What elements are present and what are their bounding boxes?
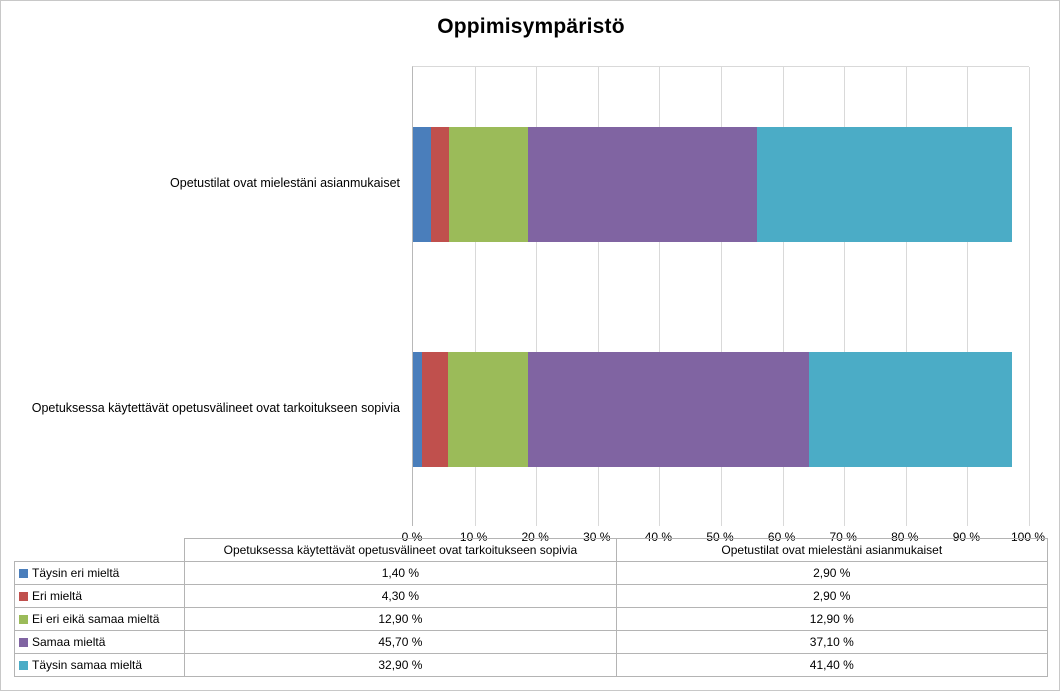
bar-segment-3 bbox=[528, 127, 757, 242]
legend-entry-3 bbox=[15, 631, 185, 654]
table-row bbox=[15, 608, 1048, 631]
x-tick-label: 30 % bbox=[583, 530, 611, 544]
category-axis-labels bbox=[1, 66, 406, 526]
legend-swatch-icon bbox=[19, 592, 28, 601]
bar-segment-4 bbox=[809, 352, 1012, 467]
x-tick-label: 10 % bbox=[459, 530, 488, 544]
bar-segment-0 bbox=[413, 127, 431, 242]
x-tick-label: 90 % bbox=[952, 530, 981, 544]
value-cell-col0: 4,30 % bbox=[185, 585, 616, 608]
x-tick-label: 20 % bbox=[521, 530, 549, 544]
legend-label: Eri mieltä bbox=[32, 589, 83, 603]
bar-segment-4 bbox=[757, 127, 1012, 242]
value-cell-col1: 41,40 % bbox=[616, 654, 1047, 677]
bar-segment-2 bbox=[449, 127, 528, 242]
category-label-opetusvalineet: Opetuksessa käytettävät opetusvälineet ovat tarkoitukseen sopivia bbox=[31, 401, 400, 415]
legend-entry-4 bbox=[15, 654, 185, 677]
plot-area bbox=[412, 66, 1029, 526]
bar-segment-1 bbox=[422, 352, 448, 467]
x-tick-label: 50 % bbox=[706, 530, 734, 544]
x-tick-label: 60 % bbox=[767, 530, 796, 544]
table-row bbox=[15, 585, 1048, 608]
legend-swatch-icon bbox=[19, 638, 28, 647]
value-cell-col0: 12,90 % bbox=[185, 608, 616, 631]
value-cell-col0: 32,90 % bbox=[185, 654, 616, 677]
table-row bbox=[15, 631, 1048, 654]
value-cell-col1: 12,90 % bbox=[616, 608, 1047, 631]
x-tick-label: 80 % bbox=[891, 530, 919, 544]
value-cell-col1: 2,90 % bbox=[616, 562, 1047, 585]
chart-title: Oppimisympäristö bbox=[437, 15, 625, 38]
table-corner-cell bbox=[15, 539, 185, 562]
legend-label: Samaa mieltä bbox=[32, 635, 106, 649]
legend-swatch-icon bbox=[19, 615, 28, 624]
bar-segment-0 bbox=[413, 352, 422, 467]
value-cell-col0: 1,40 % bbox=[185, 562, 616, 585]
legend-label: Täysin eri mieltä bbox=[32, 566, 120, 580]
x-tick-label: 40 % bbox=[644, 530, 673, 544]
legend-entry-0 bbox=[15, 562, 185, 585]
stacked-bar bbox=[413, 352, 1029, 467]
category-label-opetustilat: Opetustilat ovat mielestäni asianmukaiset bbox=[170, 176, 400, 190]
legend-swatch-icon bbox=[19, 569, 28, 578]
x-tick-label: 0 % bbox=[401, 530, 423, 544]
bar-segment-3 bbox=[528, 352, 810, 467]
value-cell-col0: 45,70 % bbox=[185, 631, 616, 654]
table-row bbox=[15, 654, 1048, 677]
stacked-bar bbox=[413, 127, 1029, 242]
legend-data-table bbox=[14, 538, 1048, 677]
plot-area-wrapper bbox=[1, 61, 1061, 544]
legend-swatch-icon bbox=[19, 661, 28, 670]
table-row bbox=[15, 562, 1048, 585]
bar-segment-1 bbox=[431, 127, 449, 242]
value-cell-col1: 37,10 % bbox=[616, 631, 1047, 654]
x-tick-label: 70 % bbox=[829, 530, 857, 544]
table-header-col-0: Opetuksessa käytettävät opetusvälineet ovat tarkoitukseen sopivia bbox=[185, 539, 616, 562]
table-header-row bbox=[15, 539, 1048, 562]
legend-label: Täysin samaa mieltä bbox=[32, 658, 143, 672]
legend-entry-2 bbox=[15, 608, 185, 631]
x-tick-label: 100 % bbox=[1010, 530, 1046, 544]
table-header-col-1: Opetustilat ovat mielestäni asianmukaiset bbox=[616, 539, 1047, 562]
legend-label: Ei eri eikä samaa mieltä bbox=[32, 612, 160, 626]
value-cell-col1: 2,90 % bbox=[616, 585, 1047, 608]
bar-segment-2 bbox=[448, 352, 527, 467]
legend-entry-1 bbox=[15, 585, 185, 608]
gridline bbox=[1029, 67, 1030, 526]
